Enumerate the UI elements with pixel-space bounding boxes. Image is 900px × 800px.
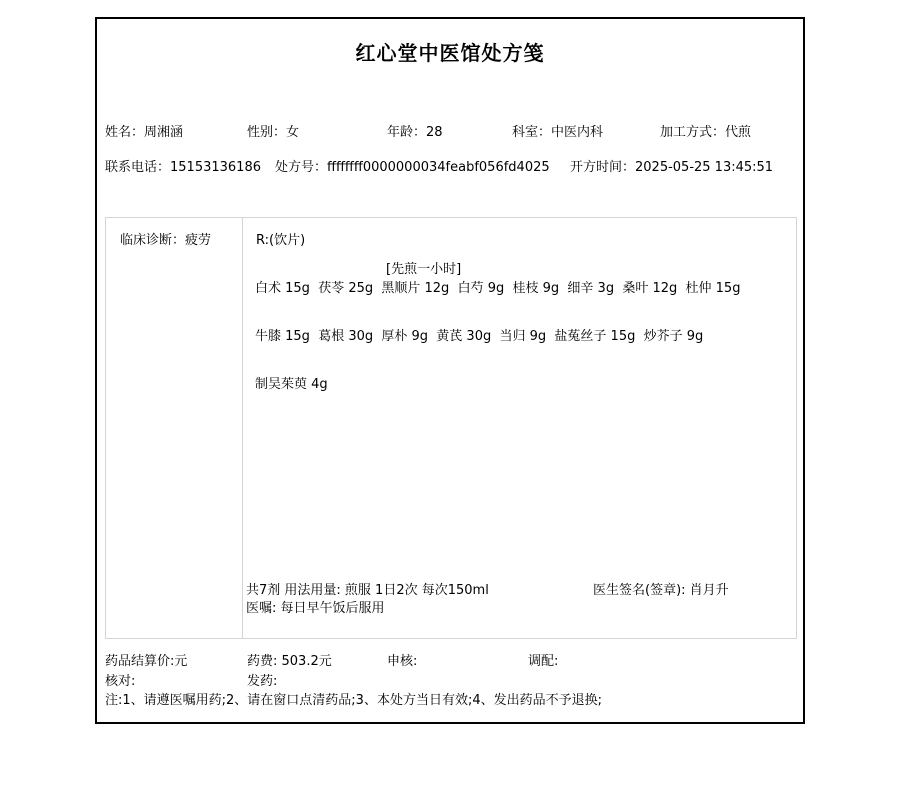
medicine-fee: 药费: 503.2元 bbox=[247, 654, 332, 669]
herb-line-1: 白术 15g 茯苓 25g 黑顺片 12g 白芍 9g 桂枝 9g 细辛 3g 桑叶 12g 杜仲 15g bbox=[255, 281, 741, 296]
medical-advice: 医嘱: 每日早午饭后服用 bbox=[246, 601, 385, 616]
patient-phone: 联系电话：15153136186 bbox=[105, 160, 261, 175]
prescription-sheet bbox=[95, 17, 805, 724]
settlement-price: 药品结算价:元 bbox=[105, 654, 188, 669]
doctor-signature: 医生签名(签章): 肖月升 bbox=[593, 583, 729, 598]
clinical-diagnosis: 临床诊断：疲劳 bbox=[120, 233, 212, 248]
dosage-instructions: 共7剂 用法用量: 煎服 1日2次 每次150ml bbox=[246, 583, 489, 598]
patient-name: 姓名：周湘涵 bbox=[105, 125, 184, 140]
check-field: 核对: bbox=[105, 674, 136, 689]
patient-department: 科室：中医内科 bbox=[512, 125, 604, 140]
prescription-box bbox=[105, 217, 797, 639]
rx-number: 处方号：ffffffff0000000034feabf056fd4025 bbox=[275, 160, 550, 175]
review-field: 申核: bbox=[387, 654, 418, 669]
rx-header: R:(饮片) bbox=[256, 233, 306, 248]
herb-line-3: 制吴茱萸 4g bbox=[255, 377, 328, 392]
diagnosis-cell bbox=[106, 218, 243, 638]
decoct-note: [先煎一小时] bbox=[386, 262, 462, 277]
page-title: 红心堂中医馆处方笺 bbox=[355, 41, 545, 65]
footer-notes: 注:1、请遵医嘱用药;2、请在窗口点清药品;3、本处方当日有效;4、发出药品不予退换; bbox=[105, 693, 602, 708]
patient-age: 年龄：28 bbox=[387, 125, 443, 140]
herb-line-2: 牛膝 15g 葛根 30g 厚朴 9g 黄芪 30g 当归 9g 盐菟丝子 15g 炒芥子 9g bbox=[255, 329, 704, 344]
issue-time: 开方时间：2025-05-25 13:45:51 bbox=[570, 160, 774, 175]
processing-method: 加工方式：代煎 bbox=[660, 125, 752, 140]
dispense-field: 发药: bbox=[247, 674, 278, 689]
prepare-field: 调配: bbox=[528, 654, 559, 669]
patient-gender: 性别：女 bbox=[247, 125, 300, 140]
